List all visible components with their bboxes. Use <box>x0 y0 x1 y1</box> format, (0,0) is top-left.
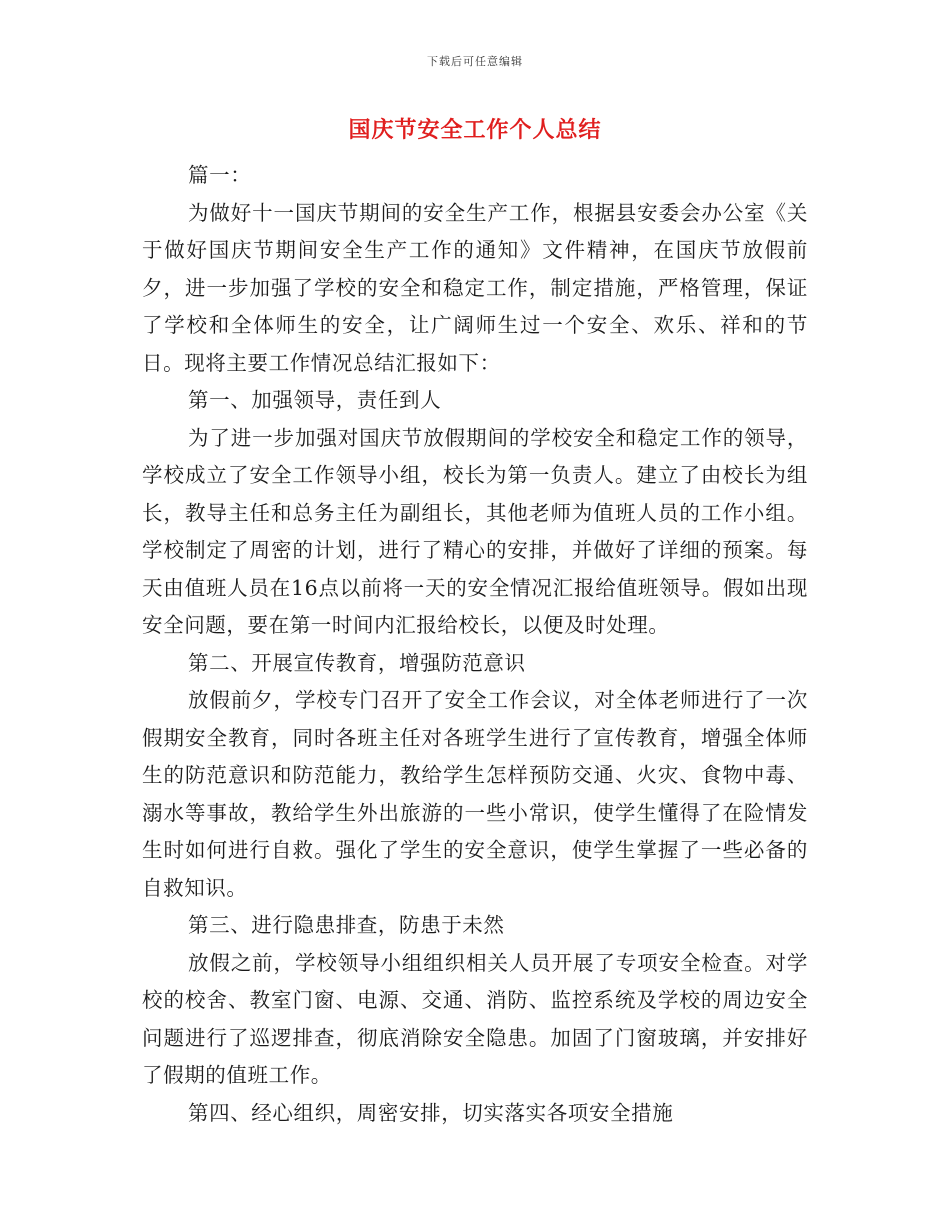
body-paragraph: 放假之前，学校领导小组组织相关人员开展了专项安全检查。对学校的校舍、教室门窗、电源、交通、消防、监控系统及学校的周边安全问题进行了巡逻排查，彻底消除安全隐患。加固了门窗玻璃，并安排好了假期的值班工作。 <box>142 950 808 1087</box>
header-note: 下载后可任意编辑 <box>427 55 523 68</box>
body-paragraph: 放假前夕，学校专门召开了安全工作会议，对全体老师进行了一次假期安全教育，同时各班主任对各班学生进行了宣传教育，增强全体师生的防范意识和防范能力，教给学生怎样预防交通、火灾、食物中毒、溺水等事故，教给学生外出旅游的一些小常识，使学生懂得了在险情发生时如何进行自救。强化了学生的安全意识，使学生掌握了一些必备的自救知识。 <box>142 688 808 900</box>
section-heading: 篇一： <box>188 163 252 187</box>
section-heading: 第三、进行隐患排查，防患于未然 <box>188 913 505 937</box>
section-heading: 第二、开展宣传教育，增强防范意识 <box>188 650 526 675</box>
body-paragraph: 为做好十一国庆节期间的安全生产工作，根据县安委会办公室《关于做好国庆节期间安全生产工作的通知》文件精神，在国庆节放假前夕，进一步加强了学校的安全和稳定工作，制定措施，严格管理，保证了学校和全体师生的安全，让广阔师生过一个安全、欢乐、祥和的节日。现将主要工作情况总结汇报如下： <box>142 200 808 375</box>
body-paragraph: 为了进一步加强对国庆节放假期间的学校安全和稳定工作的领导，学校成立了安全工作领导小组，校长为第一负责人。建立了由校长为组长，教导主任和总务主任为副组长，其他老师为值班人员的工作小组。学校制定了周密的计划，进行了精心的安排，并做好了详细的预案。每天由值班人员在16点以前将一天的安全情况汇报给值班领导。假如出现安全问题，要在第一时间内汇报给校长，以便及时处理。 <box>142 425 808 637</box>
document-body <box>142 157 808 1132</box>
section-heading: 第一、加强领导，责任到人 <box>188 388 442 412</box>
section-heading: 第四、经心组织，周密安排，切实落实各项安全措施 <box>188 1100 674 1125</box>
document-title: 国庆节安全工作个人总结 <box>348 117 602 143</box>
